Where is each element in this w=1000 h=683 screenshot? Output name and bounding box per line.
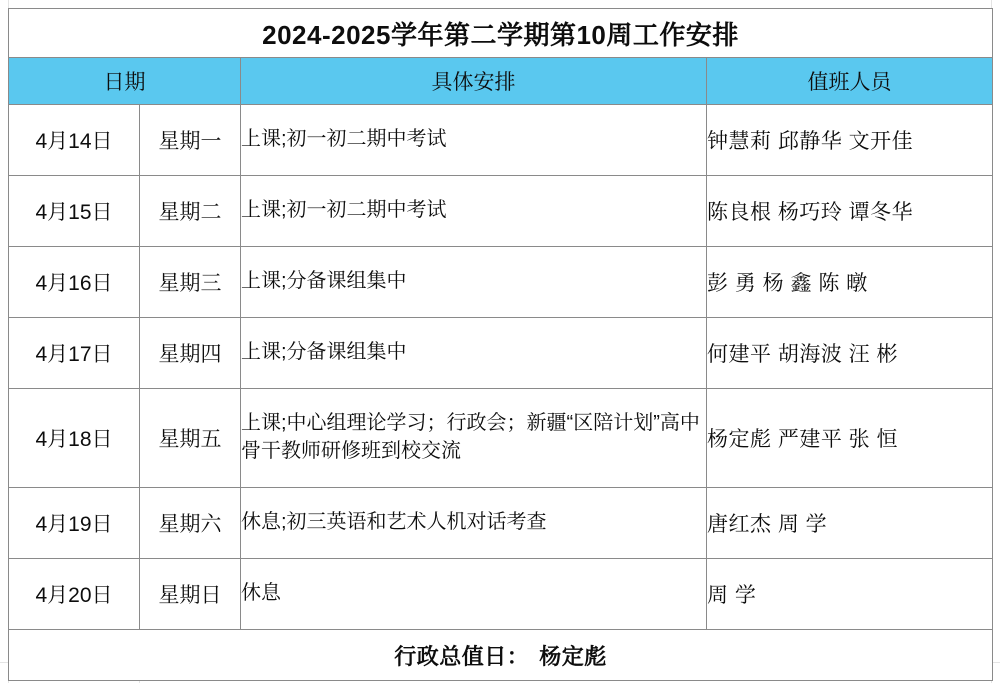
table-row (9, 105, 993, 176)
footer-name: 杨定彪 (539, 643, 607, 669)
title-row (9, 9, 993, 58)
table-row (9, 318, 993, 389)
cell-arrangement: 上课;分备课组集中 (241, 247, 707, 318)
cell-duty: 彭 勇 杨 鑫 陈 暾 (707, 247, 993, 318)
cell-arrangement: 上课;初一初二期中考试 (241, 176, 707, 247)
cell-date: 4月14日 (9, 105, 140, 176)
cell-date: 4月16日 (9, 247, 140, 318)
table-header-row (9, 58, 993, 105)
cell-weekday: 星期二 (140, 176, 241, 247)
cell-duty: 唐红杰 周 学 (707, 488, 993, 559)
column-header-duty: 值班人员 (707, 58, 993, 105)
column-header-arrangement: 具体安排 (241, 58, 707, 105)
table-row (9, 247, 993, 318)
table-row (9, 488, 993, 559)
cell-weekday: 星期日 (140, 559, 241, 630)
cell-weekday: 星期三 (140, 247, 241, 318)
cell-arrangement: 休息;初三英语和艺术人机对话考查 (241, 488, 707, 559)
table-row (9, 389, 993, 488)
cell-arrangement: 上课;分备课组集中 (241, 318, 707, 389)
cell-date: 4月18日 (9, 389, 140, 488)
cell-date: 4月19日 (9, 488, 140, 559)
cell-date: 4月20日 (9, 559, 140, 630)
cell-weekday: 星期四 (140, 318, 241, 389)
weekly-schedule-table (8, 8, 993, 681)
cell-date: 4月15日 (9, 176, 140, 247)
cell-weekday: 星期一 (140, 105, 241, 176)
cell-weekday: 星期五 (140, 389, 241, 488)
cell-duty: 钟慧莉 邱静华 文开佳 (707, 105, 993, 176)
table-row (9, 176, 993, 247)
document-title: 2024-2025学年第二学期第10周工作安排 (9, 9, 993, 58)
footer-row (9, 630, 993, 681)
cell-date: 4月17日 (9, 318, 140, 389)
footer-cell (9, 630, 993, 681)
cell-duty: 杨定彪 严建平 张 恒 (707, 389, 993, 488)
table-row (9, 559, 993, 630)
cell-arrangement: 上课;初一初二期中考试 (241, 105, 707, 176)
cell-duty: 何建平 胡海波 汪 彬 (707, 318, 993, 389)
cell-weekday: 星期六 (140, 488, 241, 559)
cell-arrangement: 上课;中心组理论学习；行政会；新疆“区陪计划”高中骨干教师研修班到校交流 (241, 389, 707, 488)
column-header-date: 日期 (9, 58, 241, 105)
cell-duty: 周 学 (707, 559, 993, 630)
cell-duty: 陈良根 杨巧玲 谭冬华 (707, 176, 993, 247)
cell-arrangement: 休息 (241, 559, 707, 630)
footer-label: 行政总值日： (394, 643, 530, 669)
